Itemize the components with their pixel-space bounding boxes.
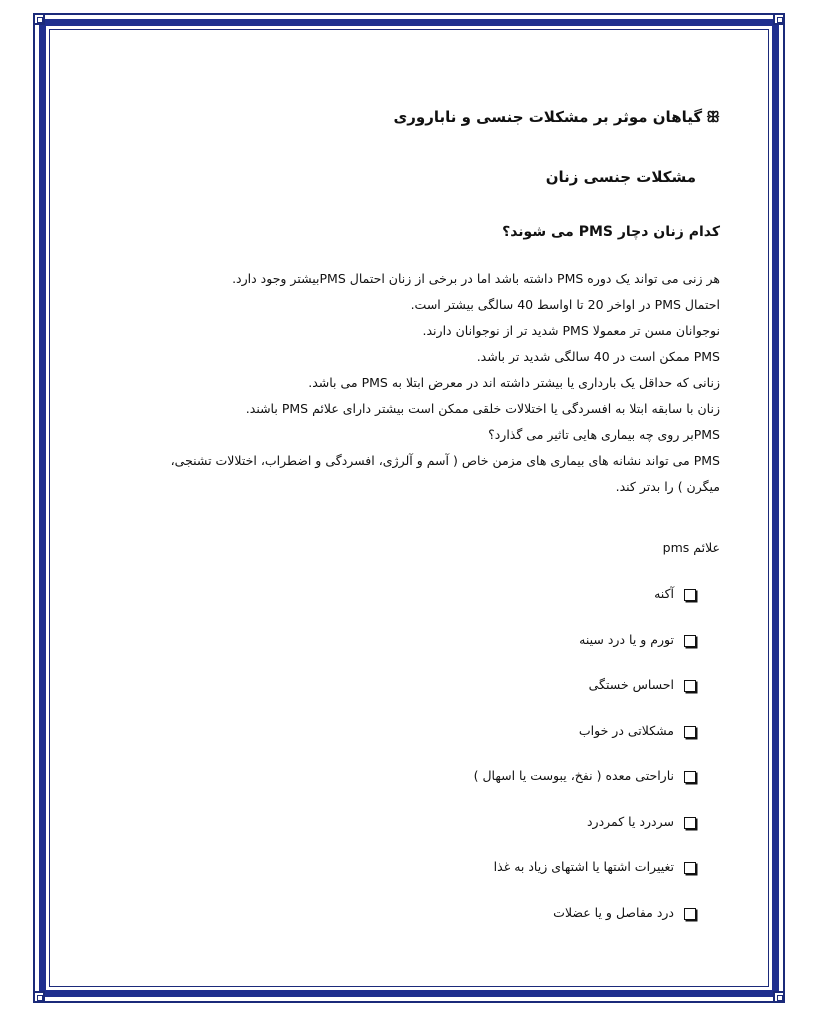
symptoms-heading: علائم pms — [662, 540, 720, 555]
checkbox-icon — [684, 771, 696, 783]
floral-bullet-icon: ꕥ — [706, 108, 720, 126]
question-heading: کدام زنان دچار PMS می شوند؟ — [502, 224, 720, 240]
list-item — [296, 586, 696, 632]
paragraph-line: میگرن ) را بدتر کند. — [615, 479, 720, 494]
checkbox-icon — [684, 635, 696, 647]
section-subtitle: مشکلات جنسی زنان — [545, 168, 696, 186]
paragraph-line: زنانی که حداقل یک بارداری یا بیشتر داشته اند در معرض ابتلا به PMS می باشد. — [308, 375, 720, 390]
list-item — [296, 859, 696, 905]
paragraph-line: PMS ممکن است در 40 سالگی شدید تر باشد. — [476, 349, 720, 364]
checkbox-icon — [684, 680, 696, 692]
checkbox-icon — [684, 726, 696, 738]
paragraph-line: PMSبر روی چه بیماری هایی تاثیر می گذارد؟ — [488, 427, 720, 442]
border-corner-top-left — [33, 13, 45, 25]
paragraph-line: PMS می تواند نشانه های بیماری های مزمن خاص ( آسم و آلرژی، افسردگی و اضطراب، اختلالات تشنجی، — [170, 453, 720, 468]
checkbox-icon — [684, 817, 696, 829]
list-item — [296, 768, 696, 814]
paragraph-line: نوجوانان مسن تر معمولا PMS شدید تر از نوجوانان دارند. — [422, 323, 720, 338]
paragraph-line: زنان با سابقه ابتلا به افسردگی یا اختلالات خلقی ممکن است بیشتر دارای علائم PMS باشند. — [245, 401, 720, 416]
border-corner-bottom-left — [33, 991, 45, 1003]
list-item — [296, 814, 696, 860]
document-title-text: گیاهان موثر بر مشکلات جنسی و ناباروری — [393, 108, 703, 126]
symptom-label: تورم و یا درد سینه — [579, 631, 674, 647]
checkbox-icon — [684, 862, 696, 874]
checkbox-icon — [684, 589, 696, 601]
symptom-label: آکنه — [654, 586, 674, 601]
symptom-label: سردرد یا کمردرد — [586, 813, 674, 829]
list-item — [296, 723, 696, 769]
list-item — [296, 632, 696, 678]
body-paragraph — [80, 266, 720, 500]
checkbox-icon — [684, 908, 696, 920]
symptom-label: تغییرات اشتها یا اشتهای زیاد به غذا — [493, 859, 674, 874]
border-corner-top-right — [773, 13, 785, 25]
border-corner-bottom-right — [773, 991, 785, 1003]
symptom-label: ناراحتی معده ( نفخ، یبوست یا اسهال ) — [473, 768, 674, 783]
symptom-label: درد مفاصل و یا عضلات — [553, 904, 674, 920]
paragraph-line: هر زنی می تواند یک دوره PMS داشته باشد اما در برخی از زنان احتمال PMSبیشتر وجود دارد. — [232, 271, 720, 286]
list-item — [296, 905, 696, 951]
symptom-list — [296, 586, 696, 950]
symptom-label: احساس خستگی — [588, 677, 674, 692]
symptom-label: مشکلاتی در خواب — [578, 722, 674, 738]
list-item — [296, 677, 696, 723]
document-title — [394, 108, 721, 126]
paragraph-line: احتمال PMS در اواخر 20 تا اواسط 40 سالگی بیشتر است. — [410, 297, 720, 312]
